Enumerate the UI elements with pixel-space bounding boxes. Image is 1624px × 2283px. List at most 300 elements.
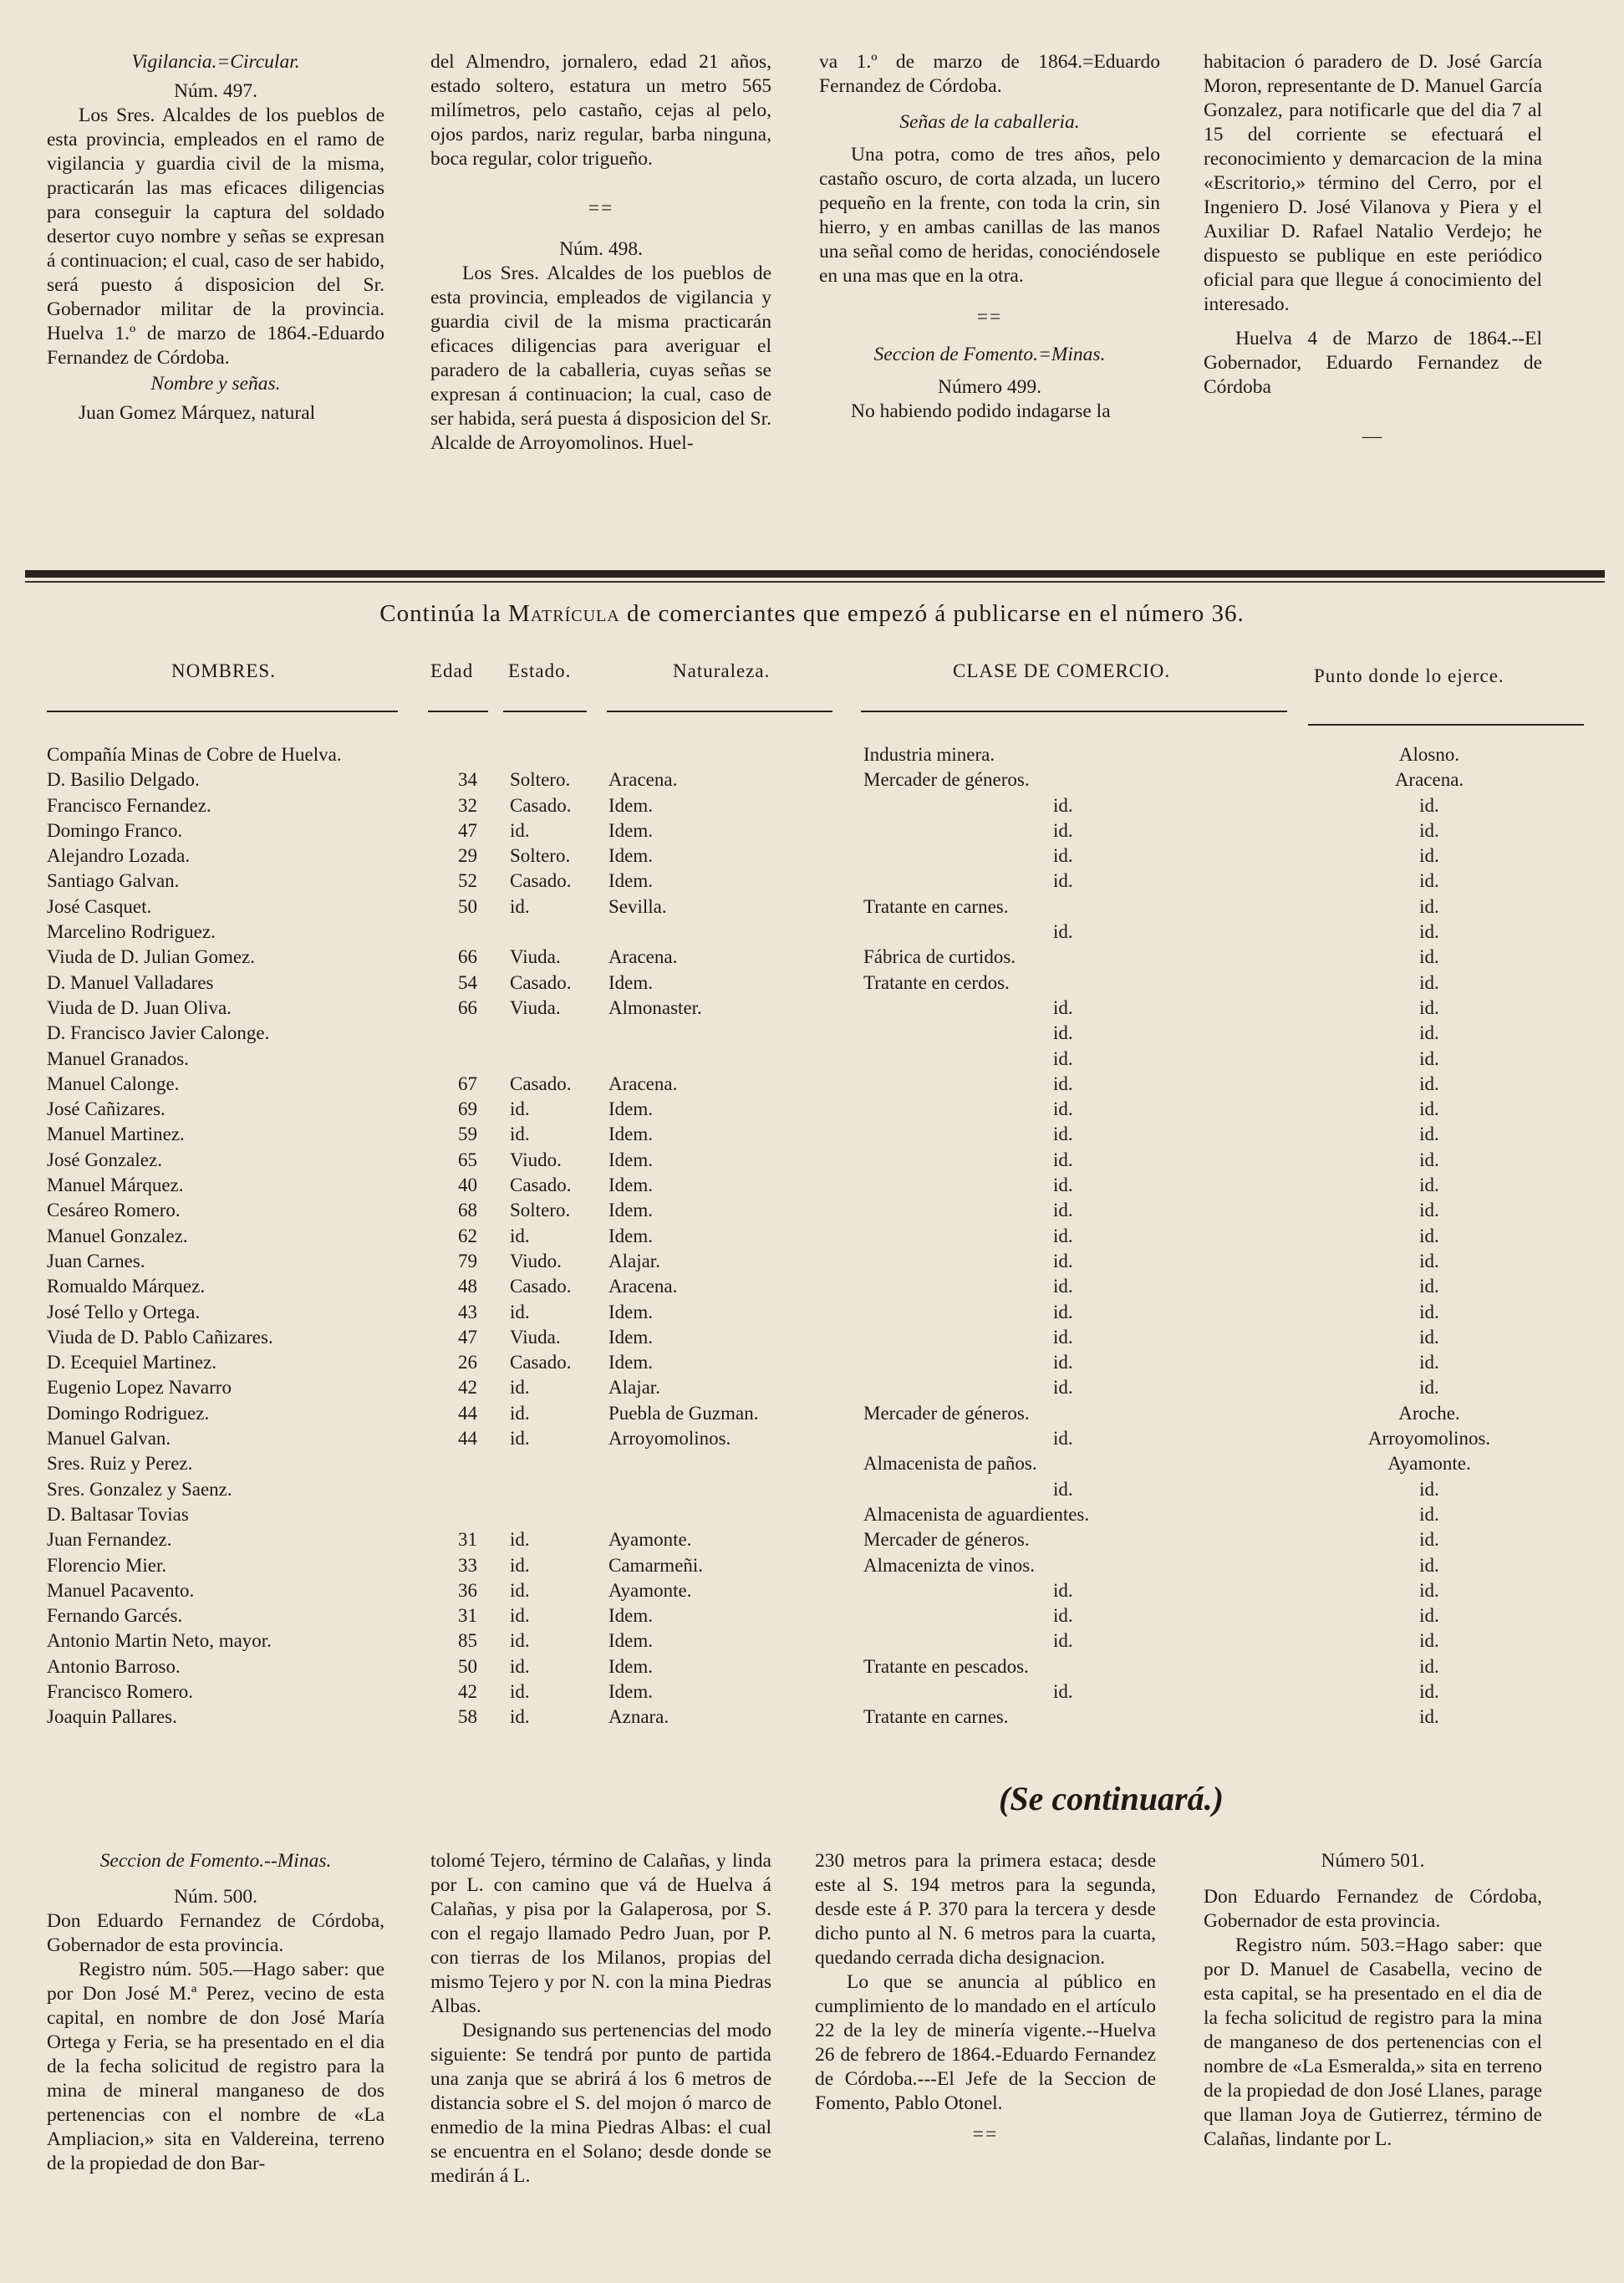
cell-pun: id. — [1419, 1073, 1439, 1094]
notice-number-497: Núm. 497. — [174, 80, 257, 102]
cell-pun: id. — [1419, 996, 1439, 1018]
top-column-2 — [430, 50, 771, 456]
header-rule — [503, 711, 587, 712]
cell-name: Manuel Martinez. — [47, 1124, 185, 1145]
cell-pun: id. — [1419, 1706, 1439, 1728]
cell-com: id. — [1053, 1680, 1073, 1702]
cell-com: id. — [1053, 1149, 1073, 1170]
table-row — [0, 869, 1624, 894]
notice-500-measurements: 230 metros para la primera estaca; desde este al S. 194 metros para la segunda, desde este á P. 370 para la tercera y desde dicho punto al N. 6 metros para la cuarta, quedando cerrada dicha designacion. — [815, 1850, 1156, 1969]
notice-499-body: habitacion ó paradero de D. José García Moron, representante de D. Manuel García Gonzalez, para notificarle que del dia 7 al 15 del corriente se efectuará el reconocimiento y demarcacion de la mina «Escritorio,» término del Cerro, por el Ingeniero D. José Vilanova y Piera y el Auxiliar D. Rafael Natalio Verdejo; he dispuesto se publique en este periódico oficial para que llegue á conocimiento del interesado. — [1204, 51, 1542, 315]
cell-pun: id. — [1419, 1326, 1439, 1348]
cell-name: Juan Carnes. — [47, 1250, 145, 1271]
cell-name: D. Basilio Delgado. — [47, 769, 200, 791]
cell-nat: Arroyomolinos. — [608, 1428, 731, 1450]
cell-age: 65 — [458, 1149, 477, 1170]
cell-pun: id. — [1419, 1022, 1439, 1044]
cell-age: 66 — [458, 946, 477, 968]
cell-pun: Aracena. — [1394, 769, 1464, 791]
cell-com: id. — [1053, 1428, 1073, 1450]
section-divider — [25, 570, 1605, 578]
cell-com: id. — [1053, 794, 1073, 816]
cell-com: id. — [1053, 870, 1073, 892]
cell-name: D. Baltasar Tovias — [47, 1503, 189, 1525]
cell-state: id. — [510, 1630, 530, 1652]
governor-intro: Don Eduardo Fernandez de Córdoba, Gobernador de esta provincia. — [1204, 1886, 1542, 1932]
cell-name: Florencio Mier. — [47, 1554, 167, 1576]
cell-name: Compañía Minas de Cobre de Huelva. — [47, 744, 342, 765]
notice-number-498: Núm. 498. — [559, 238, 643, 260]
header-naturaleza: Naturaleza. — [673, 660, 771, 681]
cell-state: id. — [510, 1680, 530, 1702]
cell-age: 40 — [458, 1175, 477, 1196]
header-rule — [428, 711, 488, 712]
cell-name: Manuel Márquez. — [47, 1175, 184, 1196]
table-row — [0, 1249, 1624, 1274]
cell-nat: Idem. — [608, 819, 654, 841]
vigilancia-heading: Vigilancia.=Circular. — [131, 51, 300, 73]
cell-age: 68 — [458, 1200, 477, 1221]
cell-nat: Alajar. — [608, 1250, 660, 1271]
cell-pun: id. — [1419, 1301, 1439, 1322]
table-row — [0, 1300, 1624, 1325]
cell-age: 36 — [458, 1579, 477, 1601]
cell-com: id. — [1053, 1301, 1073, 1322]
cell-name: D. Ecequiel Martinez. — [47, 1352, 217, 1373]
cell-com: Almacenizta de vinos. — [863, 1554, 1036, 1576]
cell-com: id. — [1053, 1630, 1073, 1652]
cell-state: id. — [510, 1098, 530, 1120]
cell-name: Viuda de D. Pablo Cañizares. — [47, 1326, 273, 1348]
cell-pun: id. — [1419, 1098, 1439, 1120]
top-column-4 — [1204, 50, 1542, 449]
table-row — [0, 920, 1624, 945]
cell-state: id. — [510, 1706, 530, 1728]
cell-age: 50 — [458, 895, 477, 917]
table-row — [0, 1553, 1624, 1578]
separator: == — [588, 197, 614, 219]
cell-state: Soltero. — [510, 769, 571, 791]
cell-name: José Cañizares. — [47, 1098, 165, 1120]
notice-number-499: Número 499. — [937, 376, 1041, 398]
cell-name: Viuda de D. Juan Oliva. — [47, 996, 232, 1018]
cell-nat: Idem. — [608, 1200, 654, 1221]
notice-501-body: Registro núm. 503.=Hago saber: que por D. Manuel de Casabella, vecino de esta capital, se ha presentado en el dia de la fecha solicitud de registro para la mina de manganeso de dos pertenencias con el nombre de «La Esmeralda,» sita en terreno de la propiedad de don José Llanes, parage que llaman Joya de Gutierrez, término de Calañas, lindante por L. — [1204, 1934, 1542, 2150]
cell-com: Industria minera. — [863, 744, 995, 765]
cell-name: José Gonzalez. — [47, 1149, 162, 1170]
se-continuara: (Se continuará.) — [999, 1780, 1224, 1817]
deserter-name-line: Juan Gomez Márquez, natural — [79, 402, 316, 424]
separator: — — [1362, 426, 1384, 447]
cell-pun: id. — [1419, 1149, 1439, 1170]
table-row — [0, 1603, 1624, 1628]
cell-pun: id. — [1419, 1377, 1439, 1399]
cell-pun: id. — [1419, 1579, 1439, 1601]
table-row — [0, 1502, 1624, 1527]
notice-499-signature: Huelva 4 de Marzo de 1864.--El Gobernador, Eduardo Fernandez de Córdoba — [1204, 328, 1542, 398]
notice-500-designation: Designando sus pertenencias del modo siguiente: Se tendrá por punto de partida una zanja que se abrirá á los 6 metros de distancia sobre el S. del mojon ó marco de enmedio de la mina Piedras Albas: el cual se encuentra en el Solano; desde donde se medirán á L. — [430, 2020, 771, 2187]
table-row — [0, 1072, 1624, 1097]
cell-state: Viudo. — [510, 1149, 562, 1170]
table-row — [0, 894, 1624, 920]
nombre-senas-heading: Nombre y señas. — [150, 373, 281, 395]
cell-pun: Aroche. — [1398, 1402, 1460, 1424]
cell-pun: Ayamonte. — [1387, 1453, 1471, 1475]
cell-pun: id. — [1419, 1655, 1439, 1677]
cell-state: id. — [510, 1579, 530, 1601]
cell-com: id. — [1053, 1276, 1073, 1297]
table-row — [0, 843, 1624, 869]
separator: == — [976, 306, 1003, 328]
cell-com: id. — [1053, 996, 1073, 1018]
cell-age: 58 — [458, 1706, 477, 1728]
cell-name: Manuel Granados. — [47, 1047, 189, 1069]
table-row — [0, 1451, 1624, 1476]
cell-com: id. — [1053, 1225, 1073, 1246]
table-row — [0, 742, 1624, 767]
cell-nat: Idem. — [608, 1124, 654, 1145]
notice-number-501: Número 501. — [1321, 1850, 1425, 1872]
cell-com: id. — [1053, 1022, 1073, 1044]
cell-nat: Ayamonte. — [608, 1529, 692, 1551]
cell-name: Antonio Barroso. — [47, 1655, 181, 1677]
table-row — [0, 793, 1624, 818]
table-row — [0, 1375, 1624, 1400]
cell-state: id. — [510, 1402, 530, 1424]
cell-nat: Idem. — [608, 1680, 654, 1702]
cell-com: Tratante en carnes. — [863, 895, 1009, 917]
cell-age: 54 — [458, 971, 477, 993]
cell-pun: id. — [1419, 1605, 1439, 1627]
table-row — [0, 1325, 1624, 1350]
governor-intro: Don Eduardo Fernandez de Córdoba, Gobernador de esta provincia. — [47, 1910, 384, 1956]
cell-pun: id. — [1419, 1478, 1439, 1500]
cell-state: Viuda. — [510, 996, 561, 1018]
cell-nat: Idem. — [608, 845, 654, 867]
cell-name: Cesáreo Romero. — [47, 1200, 181, 1221]
cell-com: id. — [1053, 1098, 1073, 1120]
table-row — [0, 1401, 1624, 1426]
deserter-description: del Almendro, jornalero, edad 21 años, estado soltero, estatura un metro 565 milímetros, pelo castaño, cejas al pelo, ojos pardos, nariz regular, barba ninguna, boca regular, color trigueño. — [430, 51, 771, 170]
table-row — [0, 1097, 1624, 1122]
cell-com: Almacenista de aguardientes. — [863, 1503, 1090, 1525]
cell-name: Manuel Gonzalez. — [47, 1225, 188, 1246]
table-row — [0, 1122, 1624, 1147]
cell-age: 29 — [458, 845, 477, 867]
cell-age: 62 — [458, 1225, 477, 1246]
cell-pun: id. — [1419, 845, 1439, 867]
cell-name: Alejandro Lozada. — [47, 845, 191, 867]
cell-state: id. — [510, 819, 530, 841]
cell-nat: Idem. — [608, 1655, 654, 1677]
cell-pun: id. — [1419, 1503, 1439, 1525]
cell-nat: Camarmeñi. — [608, 1554, 704, 1576]
table-row — [0, 1047, 1624, 1072]
cell-age: 33 — [458, 1554, 477, 1576]
cell-pun: id. — [1419, 870, 1439, 892]
cell-age: 85 — [458, 1630, 477, 1652]
cell-pun: Alosno. — [1398, 744, 1460, 765]
cell-state: id. — [510, 1529, 530, 1551]
cell-state: Viuda. — [510, 1326, 561, 1348]
table-row — [0, 1527, 1624, 1552]
separator: == — [972, 2123, 999, 2145]
notice-499-start: No habiendo podido indagarse la — [851, 400, 1111, 422]
cell-com: id. — [1053, 819, 1073, 841]
table-row — [0, 1477, 1624, 1502]
cell-name: Sres. Ruiz y Perez. — [47, 1453, 193, 1475]
cell-pun: id. — [1419, 1680, 1439, 1702]
cell-com: Mercader de géneros. — [863, 1529, 1030, 1551]
cell-nat: Idem. — [608, 1149, 654, 1170]
cell-state: id. — [510, 1605, 530, 1627]
header-rule — [1308, 724, 1584, 726]
cell-state: id. — [510, 1554, 530, 1576]
cell-pun: id. — [1419, 1124, 1439, 1145]
table-row — [0, 996, 1624, 1021]
header-rule — [47, 711, 398, 712]
cell-name: Domingo Franco. — [47, 819, 183, 841]
cell-state: Viudo. — [510, 1250, 562, 1271]
cell-nat: Idem. — [608, 1175, 654, 1196]
cell-age: 69 — [458, 1098, 477, 1120]
cell-name: Joaquin Pallares. — [47, 1706, 177, 1728]
cell-com: id. — [1053, 1605, 1073, 1627]
cell-age: 31 — [458, 1605, 477, 1627]
cell-pun: id. — [1419, 1529, 1439, 1551]
cell-name: Viuda de D. Julian Gomez. — [47, 946, 256, 968]
cell-com: id. — [1053, 1250, 1073, 1271]
cell-com: id. — [1053, 1478, 1073, 1500]
cell-nat: Aracena. — [608, 1276, 678, 1297]
table-row — [0, 1578, 1624, 1603]
cell-nat: Alajar. — [608, 1377, 660, 1399]
header-rule — [607, 711, 832, 712]
cell-com: id. — [1053, 1047, 1073, 1069]
cell-pun: id. — [1419, 1276, 1439, 1297]
cell-com: id. — [1053, 1073, 1073, 1094]
cell-nat: Idem. — [608, 971, 654, 993]
cell-age: 79 — [458, 1250, 477, 1271]
cell-state: id. — [510, 1428, 530, 1450]
table-row — [0, 1274, 1624, 1299]
cell-name: Manuel Calonge. — [47, 1073, 180, 1094]
table-row — [0, 767, 1624, 792]
table-row — [0, 1198, 1624, 1223]
notice-500-body: Registro núm. 505.—Hago saber: que por Don José M.ª Perez, vecino de esta capital, en nombre de don José María Ortega y Feria, se ha presentado en el dia de la fecha solicitud de registro para la mina de mineral manganeso de dos pertenencias con el nombre de «La Ampliacion,» sita en Valdereina, terreno de la propiedad de don Bar- — [47, 1959, 384, 2174]
cell-com: id. — [1053, 1124, 1073, 1145]
cell-com: id. — [1053, 845, 1073, 867]
cell-pun: id. — [1419, 1352, 1439, 1373]
bottom-column-2 — [430, 1849, 771, 2189]
cell-com: id. — [1053, 1175, 1073, 1196]
cell-nat: Idem. — [608, 1605, 654, 1627]
cell-age: 42 — [458, 1680, 477, 1702]
cell-state: id. — [510, 1301, 530, 1322]
cell-nat: Aracena. — [608, 769, 678, 791]
top-column-3 — [819, 50, 1160, 424]
cell-age: 44 — [458, 1402, 477, 1424]
table-row — [0, 1173, 1624, 1198]
cell-com: id. — [1053, 1200, 1073, 1221]
cell-nat: Idem. — [608, 870, 654, 892]
cell-nat: Idem. — [608, 1098, 654, 1120]
cell-nat: Idem. — [608, 1630, 654, 1652]
table-row — [0, 1426, 1624, 1451]
cell-name: Francisco Fernandez. — [47, 794, 211, 816]
cell-name: Manuel Galvan. — [47, 1428, 171, 1450]
cell-age: 32 — [458, 794, 477, 816]
cell-age: 52 — [458, 870, 477, 892]
bottom-column-1 — [47, 1849, 384, 2176]
cell-state: id. — [510, 1655, 530, 1677]
cell-nat: Aznara. — [608, 1706, 669, 1728]
cell-com: Almacenista de paños. — [863, 1453, 1037, 1475]
header-estado: Estado. — [508, 660, 572, 681]
cell-age: 31 — [458, 1529, 477, 1551]
notice-500-boundaries: tolomé Tejero, término de Calañas, y linda por L. con camino que vá de Huelva á Calañas, y pisa por la Galaperosa, por S. con el regajo llamado Pedro Juan, por P. con tierras de los Milanos, propias del mismo Tejero y por N. con la mina Piedras Albas. — [430, 1850, 771, 2017]
cell-state: Casado. — [510, 1073, 572, 1094]
matricula-title: Continúa la Matrícula de comerciantes que empezó á publicarse en el número 36. — [379, 600, 1245, 627]
cell-name: Romualdo Márquez. — [47, 1276, 206, 1297]
cell-age: 50 — [458, 1655, 477, 1677]
cell-state: Casado. — [510, 1352, 572, 1373]
table-row — [0, 945, 1624, 970]
cell-nat: Idem. — [608, 1326, 654, 1348]
header-clase-comercio: CLASE DE COMERCIO. — [953, 660, 1171, 681]
cell-name: Domingo Rodriguez. — [47, 1402, 210, 1424]
cell-state: id. — [510, 1377, 530, 1399]
notice-500-signature: Lo que se anuncia al público en cumplimiento de lo mandado en el artículo 22 de la ley de minería vigente.--Huelva 26 de febrero de 1864.-Eduardo Fernandez de Córdoba.---El Jefe de la Seccion de Fomento, Pablo Otonel. — [815, 1971, 1156, 2114]
header-punto: Punto donde lo ejerce. — [1314, 665, 1504, 686]
table-row — [0, 1679, 1624, 1705]
cell-age: 42 — [458, 1377, 477, 1399]
top-column-1 — [47, 50, 384, 426]
cell-state: Casado. — [510, 1175, 572, 1196]
cell-pun: id. — [1419, 1630, 1439, 1652]
table-row — [0, 971, 1624, 996]
notice-498-body: Los Sres. Alcaldes de los pueblos de esta provincia, empleados de vigilancia y guardia civil de la misma practicarán eficaces diligencias para averiguar el paradero de la caballeria, cuyas señas se expresan á continuacion; la cual, caso de ser habida, será puesta á disposicion del Sr. Alcalde de Arroyomolinos. Huel- — [430, 262, 771, 454]
cell-state: Viuda. — [510, 946, 561, 968]
cell-name: José Casquet. — [47, 895, 152, 917]
cell-name: Francisco Romero. — [47, 1680, 194, 1702]
table-row — [0, 1021, 1624, 1046]
cell-age: 67 — [458, 1073, 477, 1094]
bottom-column-3 — [815, 1849, 1156, 2147]
fomento-minas-heading: Seccion de Fomento.--Minas. — [99, 1850, 332, 1872]
cell-pun: id. — [1419, 946, 1439, 968]
cell-age: 59 — [458, 1124, 477, 1145]
cell-age: 44 — [458, 1428, 477, 1450]
cell-name: Eugenio Lopez Navarro — [47, 1377, 232, 1399]
header-edad: Edad — [430, 660, 474, 681]
cell-com: Tratante en carnes. — [863, 1706, 1009, 1728]
cell-age: 47 — [458, 1326, 477, 1348]
cell-pun: id. — [1419, 921, 1439, 943]
cell-nat: Idem. — [608, 1352, 654, 1373]
cell-pun: id. — [1419, 794, 1439, 816]
cell-pun: id. — [1419, 971, 1439, 993]
cell-name: Juan Fernandez. — [47, 1529, 172, 1551]
cell-com: id. — [1053, 1326, 1073, 1348]
cell-state: Soltero. — [510, 1200, 571, 1221]
cell-name: Santiago Galvan. — [47, 870, 180, 892]
cell-pun: id. — [1419, 1554, 1439, 1576]
cell-name: D. Manuel Valladares — [47, 971, 214, 993]
cell-age: 48 — [458, 1276, 477, 1297]
cell-state: Soltero. — [510, 845, 571, 867]
cell-pun: id. — [1419, 1200, 1439, 1221]
cell-pun: id. — [1419, 1175, 1439, 1196]
cell-age: 34 — [458, 769, 477, 791]
cell-name: Fernando Garcés. — [47, 1605, 183, 1627]
table-row — [0, 1654, 1624, 1679]
section-divider-thin — [25, 581, 1605, 583]
notice-number-500: Núm. 500. — [174, 1886, 257, 1908]
cell-age: 66 — [458, 996, 477, 1018]
cell-nat: Sevilla. — [608, 895, 667, 917]
table-row — [0, 1224, 1624, 1249]
cell-nat: Idem. — [608, 1301, 654, 1322]
cell-name: Manuel Pacavento. — [47, 1579, 195, 1601]
table-row — [0, 1148, 1624, 1173]
table-row — [0, 818, 1624, 843]
cell-age: 26 — [458, 1352, 477, 1373]
cell-com: Tratante en pescados. — [863, 1655, 1029, 1677]
header-nombres: NOMBRES. — [171, 660, 276, 681]
cell-name: José Tello y Ortega. — [47, 1301, 201, 1322]
cell-state: Casado. — [510, 971, 572, 993]
cell-pun: id. — [1419, 1250, 1439, 1271]
cell-state: id. — [510, 1225, 530, 1246]
cell-state: Casado. — [510, 1276, 572, 1297]
cell-com: id. — [1053, 1377, 1073, 1399]
cell-nat: Almonaster. — [608, 996, 702, 1018]
cell-com: id. — [1053, 921, 1073, 943]
cell-nat: Idem. — [608, 1225, 654, 1246]
fomento-minas-heading: Seccion de Fomento.=Minas. — [873, 344, 1106, 365]
cell-name: D. Francisco Javier Calonge. — [47, 1022, 270, 1044]
cell-nat: Ayamonte. — [608, 1579, 692, 1601]
cell-age: 43 — [458, 1301, 477, 1322]
cell-nat: Aracena. — [608, 1073, 678, 1094]
horse-description: Una potra, como de tres años, pelo castaño oscuro, de corta alzada, un lucero pequeño en la frente, con toda la crin, sin hierro, y en ambas canillas de las manos una señal como de heridas, conociéndosele en una mas que en la otra. — [819, 144, 1160, 287]
cell-pun: id. — [1419, 895, 1439, 917]
notice-497-body: Los Sres. Alcaldes de los pueblos de esta provincia, empleados en el ramo de vigilancia y guardia civil de la misma, practicarán las mas eficaces diligencias para conseguir la captura del soldado desertor cuyo nombre y señas se expresan á continuacion; el cual, caso de ser habido, será puesto á disposicion del Sr. Gobernador militar de la provincia. Huelva 1.º de marzo de 1864.-Eduardo Fernandez de Córdoba. — [47, 104, 384, 369]
cell-nat: Idem. — [608, 794, 654, 816]
cell-pun: id. — [1419, 1047, 1439, 1069]
cell-state: Casado. — [510, 870, 572, 892]
cell-com: Fábrica de curtidos. — [863, 946, 1016, 968]
cell-com: Mercader de géneros. — [863, 769, 1030, 791]
cell-pun: id. — [1419, 1225, 1439, 1246]
cell-nat: Puebla de Guzman. — [608, 1402, 759, 1424]
cell-name: Antonio Martin Neto, mayor. — [47, 1630, 272, 1652]
cell-com: Mercader de géneros. — [863, 1402, 1030, 1424]
cell-state: id. — [510, 1124, 530, 1145]
cell-age: 47 — [458, 819, 477, 841]
table-row — [0, 1705, 1624, 1730]
notice-498-signature: va 1.º de marzo de 1864.=Eduardo Fernandez de Córdoba. — [819, 51, 1160, 97]
header-rule — [861, 711, 1287, 712]
cell-com: id. — [1053, 1579, 1073, 1601]
cell-state: Casado. — [510, 794, 572, 816]
senas-caballeria-heading: Señas de la caballeria. — [899, 111, 1080, 133]
cell-pun: Arroyomolinos. — [1367, 1428, 1491, 1450]
matricula-table — [0, 742, 1624, 1730]
cell-name: Marcelino Rodriguez. — [47, 921, 216, 943]
cell-name: Sres. Gonzalez y Saenz. — [47, 1478, 232, 1500]
